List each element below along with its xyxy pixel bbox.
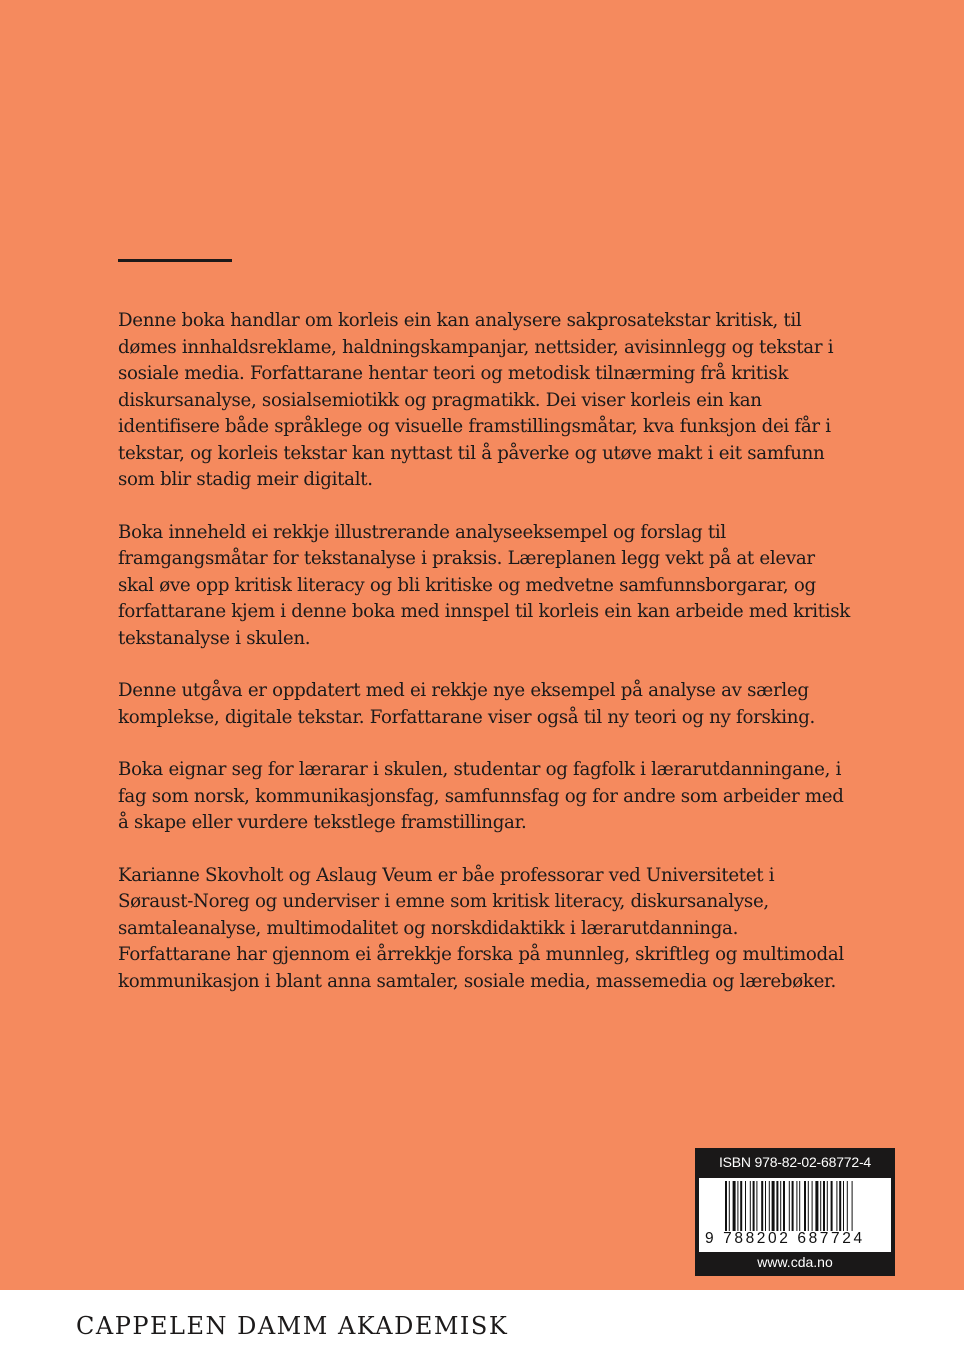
paragraph-examples: Boka inneheld ei rekkje illustrerande analyseeksempel og forslag til framgangsmåtar for tekstanalyse i praksis. Læreplanen legg vekt på at elevar skal øve opp kritisk literacy og bli kritiske og medvetne samfunnsborgarar, og forfattarane kjem i denne boka med innspel til korleis ein kan arbeide med kritisk tekstanalyse i skulen.: [118, 521, 851, 649]
paragraph-authors: Karianne Skovholt og Aslaug Veum er båe professorar ved Universitetet i Søraust-Noreg og underviser i emne som kritisk literacy, diskursanalyse, samtaleanalyse, multimodalitet og norskdidaktikk i lærarutdanninga. Forfattarane har gjennom ei årrekkje forska på munnleg, skriftleg og multimodal kommunikasjon i blant anna samtaler, sosiale media, massemedia og lærebøker.: [118, 864, 844, 992]
publisher-logo: CAPPELEN DAMM AKADEMISK: [76, 1312, 509, 1340]
publisher-url: www.cda.no: [757, 1254, 833, 1270]
barcode-digits: 9 788202 687724: [705, 1230, 865, 1247]
paragraph-intro: Denne boka handlar om korleis ein kan analysere sakprosatekstar kritisk, til dømes innhaldsreklame, haldningskampanjar, nettsider, avisinnlegg og tekstar i sosiale media. Forfattarane hentar teori og metodisk tilnærming frå kritisk diskursanalyse, sosialsemiotikk og pragmatikk. Dei viser korleis ein kan identifisere både språklege og visuelle framstillingsmåtar, kva funksjon dei får i tekstar, og korleis tekstar kan nyttast til å påverke og utøve makt i eit samfunn som blir stadig meir digitalt.: [118, 310, 834, 490]
isbn-label: ISBN 978-82-02-68772-4: [718, 1154, 872, 1170]
barcode: [699, 1178, 891, 1252]
decorative-rule: [118, 259, 232, 262]
barcode-icon: [725, 1181, 885, 1231]
paragraph-edition: Denne utgåva er oppdatert med ei rekkje nye eksempel på analyse av særleg komplekse, digitale tekstar. Forfattarane viser også til ny teori og ny forsking.: [118, 680, 816, 728]
footer-band: [0, 1290, 964, 1361]
isbn-block: [695, 1148, 895, 1276]
blurb-text: [118, 308, 850, 1021]
paragraph-audience: Boka eignar seg for lærarar i skulen, studentar og fagfolk i lærarutdanningane, i fag som norsk, kommunikasjonsfag, samfunnsfag og for andre som arbeider med å skape eller vurdere tekstlege framstillingar.: [118, 759, 844, 833]
